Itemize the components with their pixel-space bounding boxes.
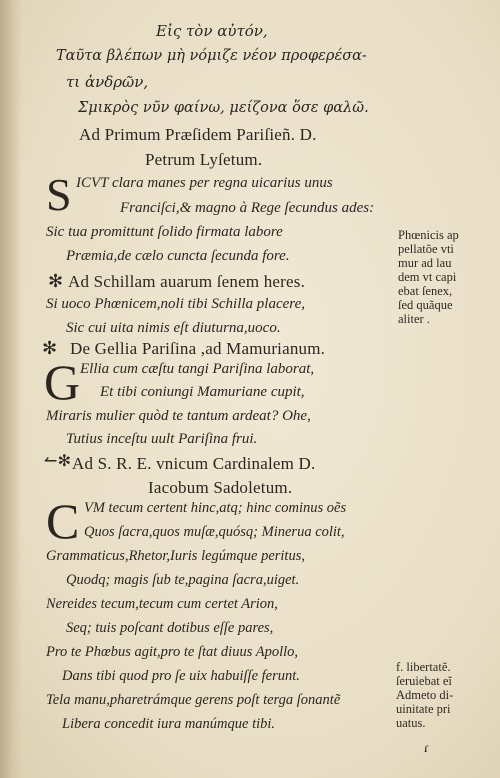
margin-note-2-line: uinitate pri: [396, 702, 451, 716]
catchword-mark: ɾ: [424, 741, 429, 756]
section2-verse-2: Sic cui uita nimis eſt diuturna,uoco.: [66, 320, 281, 336]
section4-verse-4: Quodq; magis ſub te,pagina ſacra,uiget.: [66, 572, 300, 588]
section1-dropcap: S: [46, 169, 72, 220]
section2-heading: Ad Schillam auarum ſenem heres.: [68, 272, 306, 291]
section4-verse-6: Seq; tuis poſcant dotibus eſſe pares,: [66, 620, 274, 636]
section4-verse-3: Grammaticus,Rhetor,Iuris legúmque peritus,: [46, 548, 305, 564]
section4-verse-9: Tela manu,pharetrámque gerens poſt terga ſonantẽ: [46, 692, 341, 708]
section3-verse-3: Miraris mulier quòd te tantum ardeat? Ohe,: [46, 408, 311, 424]
margin-note-2-line: uatus.: [396, 716, 426, 730]
margin-note-2-line: Admeto di-: [396, 688, 454, 702]
margin-note-2-line: ſeruiebat eĩ: [396, 674, 452, 688]
margin-note-1-line: ebat ſenex,: [398, 284, 453, 298]
margin-note-1-line: aliter .: [398, 312, 430, 326]
margin-note-1-line: Phœnicis ap: [398, 228, 459, 242]
section4-heading-line-2: Iacobum Sadoletum.: [148, 478, 293, 497]
section3-mark: ✻: [42, 338, 58, 358]
section3-verse-1: Ellia cum cæſtu tangi Pariſina laborat,: [80, 361, 315, 377]
section3-verse-4: Tutius inceſtu uult Pariſina frui.: [66, 431, 258, 447]
section4-verse-10: Libera concedit iura manúmque tibi.: [62, 716, 276, 732]
section4-verse-2: Quos ſacra,quos muſæ,quósq; Minerua colit,: [84, 524, 345, 540]
margin-note-1-line: ſed quãque: [398, 298, 453, 312]
greek-line-1: Ταῦτα βλέπων μὴ νόμιζε νέον προφερέσα-: [56, 48, 367, 64]
section1-verse-1: ICVT clara manes per regna uicarius unus: [76, 175, 333, 191]
greek-line-2: τι ἀνδρῶν,: [66, 73, 149, 91]
section3-dropcap: G: [44, 354, 81, 410]
section1-verse-2: Franciſci,& magno à Rege ſecundus ades:: [120, 200, 375, 216]
section1-heading-line-1: Ad Primum Præſidem Pariſieñ. D.: [79, 125, 317, 144]
section3-heading: De Gellia Pariſina ,ad Mamurianum.: [70, 339, 326, 358]
margin-note-1-line: pellatõe vti: [398, 242, 454, 256]
margin-note-phoenix: [398, 228, 459, 326]
section1-verse-4: Præmia,de cælo cuncta ſecunda fore.: [66, 248, 290, 264]
section2-mark: ✻: [48, 271, 64, 291]
margin-note-1-line: dem vt capi: [398, 270, 457, 284]
margin-note-1-line: mur ad lau: [398, 256, 452, 270]
section4-verse-5: Nereides tecum,tecum cum certet Arion,: [46, 596, 278, 612]
section4-verse-8: Dans tibi quod pro ſe uix habuiſſe ferunt.: [62, 668, 300, 684]
margin-note-2-line: f. libertatẽ.: [396, 660, 451, 674]
greek-line-3: Σμικρὸς νῦν φαίνω, μείζονα ὅσε φαλῶ.: [78, 100, 369, 116]
section2-verse-1: Si uoco Phœnicem,noli tibi Schilla placere,: [46, 296, 305, 312]
section1-verse-3: Sic tua promittunt ſolido firmata labore: [46, 224, 283, 240]
section4-heading-line-1: Ad S. R. E. vnicum Cardinalem D.: [72, 454, 316, 473]
section4-dropcap: C: [46, 493, 80, 549]
section4-mark: ↼✻: [44, 453, 72, 470]
section1-heading-line-2: Petrum Lyſetum.: [145, 150, 263, 169]
margin-note-admetus: [396, 660, 453, 730]
greek-title: Εἰς τὸν αὐτόν,: [156, 22, 268, 40]
section4-verse-1: VM tecum certent hinc,atq; hinc cominus oẽs: [84, 500, 347, 516]
section4-verse-7: Pro te Phœbus agit,pro te ſtat diuus Apollo,: [46, 644, 299, 660]
page-gutter-shadow: [0, 0, 22, 778]
section3-verse-2: Et tibi coniungi Mamuriane cupit,: [100, 384, 305, 400]
